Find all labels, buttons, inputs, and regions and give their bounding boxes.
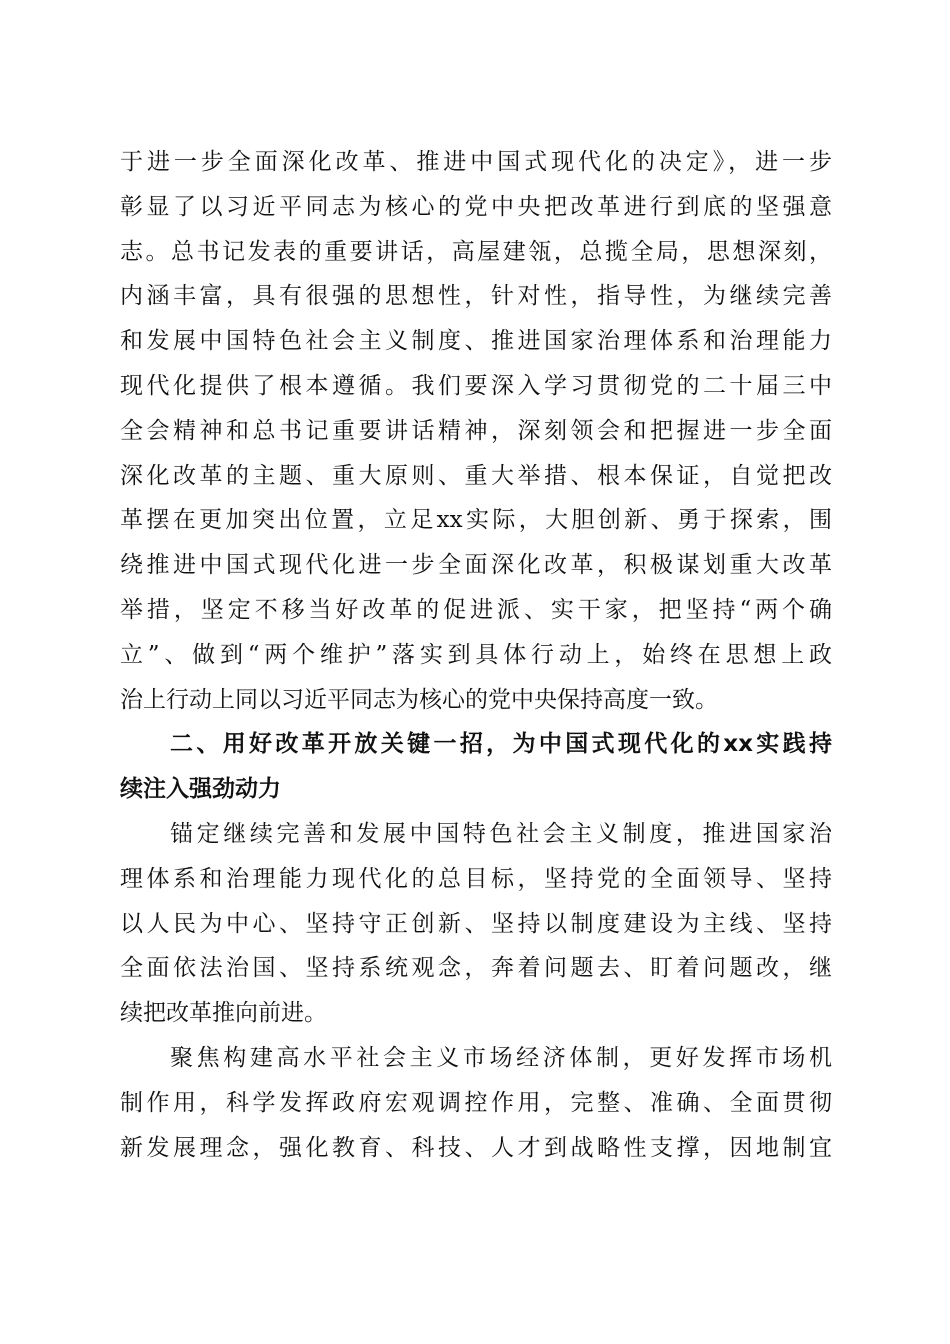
text-line: 和发展中国特色社会主义制度、推进国家治理体系和治理能力 [120, 328, 832, 354]
text-line: 深化改革的主题、重大原则、重大举措、根本保证，自觉把改 [120, 463, 832, 489]
text-line: 全面依法治国、坚持系统观念，奔着问题去、盯着问题改，继 [120, 955, 832, 981]
heading-line: 二、用好改革开放关键一招，为中国式现代化的xx实践持 [170, 731, 832, 757]
text-line: 志。总书记发表的重要讲话，高屋建瓴，总揽全局，思想深刻， [120, 239, 832, 265]
text-line: 全会精神和总书记重要讲话精神，深刻领会和把握进一步全面 [120, 418, 832, 444]
text-line: 续把改革推向前进。 [120, 1000, 327, 1026]
text-line: 内涵丰富，具有很强的思想性，针对性，指导性，为继续完善 [120, 283, 832, 309]
text-line: 理体系和治理能力现代化的总目标，坚持党的全面领导、坚持 [120, 866, 832, 892]
text-line: 以人民为中心、坚持守正创新、坚持以制度建设为主线、坚持 [120, 911, 832, 937]
text-line: 革摆在更加突出位置，立足xx实际，大胆创新、勇于探索，围 [120, 507, 832, 533]
text-line: 彰显了以习近平同志为核心的党中央把改革进行到底的坚强意 [120, 194, 832, 220]
heading-line: 续注入强劲动力 [120, 776, 281, 802]
text-line: 聚焦构建高水平社会主义市场经济体制，更好发挥市场机 [170, 1045, 832, 1071]
text-line: 举措，坚定不移当好改革的促进派、实干家，把坚持“两个确 [120, 597, 832, 623]
text-line: 立”、做到“两个维护”落实到具体行动上，始终在思想上政 [120, 642, 832, 668]
text-line: 现代化提供了根本遵循。我们要深入学习贯彻党的二十届三中 [120, 373, 832, 399]
text-line: 制作用，科学发挥政府宏观调控作用，完整、准确、全面贯彻 [120, 1090, 832, 1116]
text-line: 锚定继续完善和发展中国特色社会主义制度，推进国家治 [170, 821, 832, 847]
text-line: 于进一步全面深化改革、推进中国式现代化的决定》，进一步 [120, 149, 832, 175]
text-line: 新发展理念，强化教育、科技、人才到战略性支撑，因地制宜 [120, 1135, 832, 1161]
text-line: 绕推进中国式现代化进一步全面深化改革，积极谋划重大改革 [120, 552, 832, 578]
text-line: 治上行动上同以习近平同志为核心的党中央保持高度一致。 [120, 687, 718, 713]
